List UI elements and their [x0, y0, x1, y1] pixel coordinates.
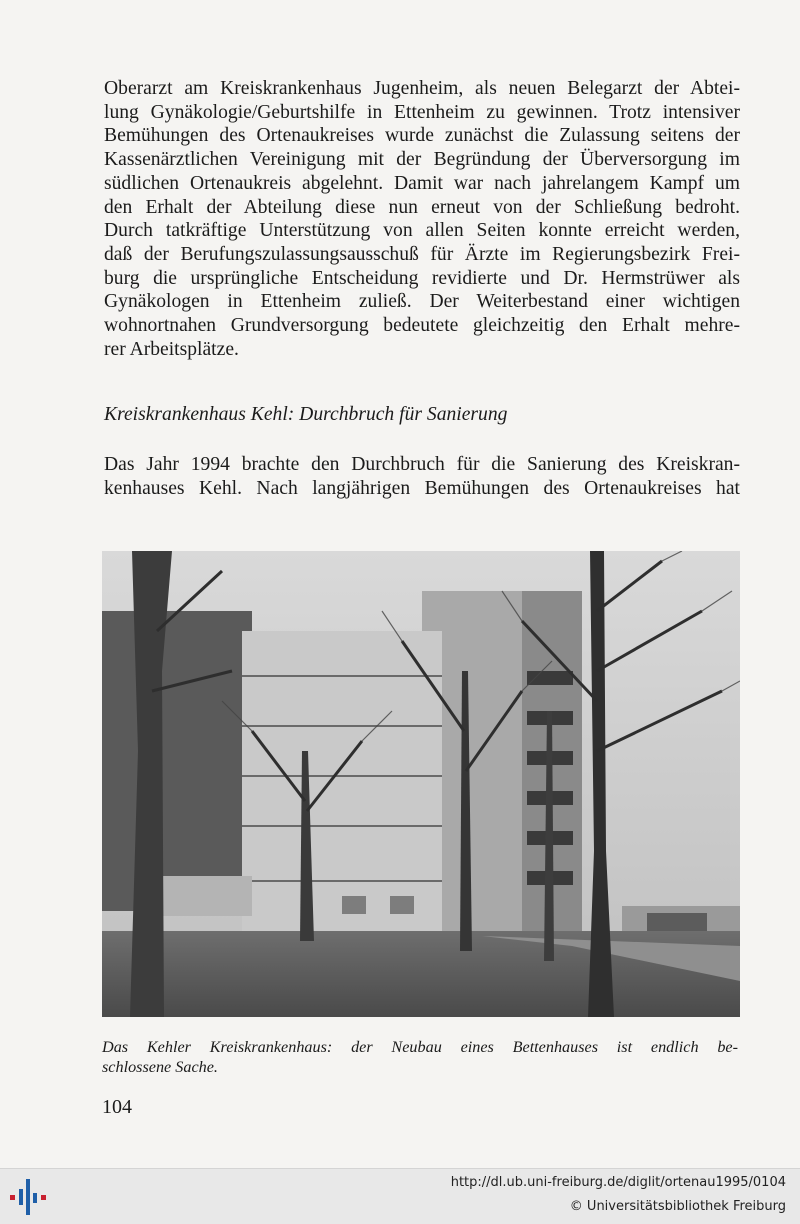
text-line: kenhauses Kehl. Nach langjährigen Bemühungen des Ortenaukreises hat	[104, 477, 740, 499]
photo-caption	[102, 1037, 738, 1077]
text-line: Durch tatkräftige Unterstützung von allen Seiten konnte erreicht werden,	[104, 220, 740, 242]
text-line: Das Jahr 1994 brachte den Durchbruch für die Sanierung des Kreiskran-	[104, 454, 740, 475]
section-heading: Kreiskrankenhaus Kehl: Durchbruch für Sanierung	[104, 404, 508, 425]
footer-copyright: © Universitätsbibliothek Freiburg	[569, 1199, 786, 1214]
page-number: 104	[102, 1096, 132, 1118]
hospital-photo	[102, 551, 740, 1017]
caption-line: schlossene Sache.	[102, 1058, 218, 1076]
text-line: Kassenärztlichen Vereinigung mit der Begründung der Überversorgung im	[104, 149, 740, 171]
text-line: Oberarzt am Kreiskrankenhaus Jugenheim, als neuen Belegarzt der Abtei-	[104, 78, 740, 99]
text-line: südlichen Ortenaukreis abgelehnt. Damit war nach jahrelangem Kampf um	[104, 172, 740, 194]
body-paragraph-2	[104, 453, 740, 500]
body-paragraph-1	[104, 77, 740, 361]
text-line: wohnortnahen Grundversorgung bedeutete gleichzeitig den Erhalt mehre-	[104, 315, 740, 337]
text-line: lung Gynäkologie/Geburtshilfe in Ettenheim zu gewinnen. Trotz intensiver	[104, 101, 740, 123]
footer-url-link[interactable]: http://dl.ub.uni-freiburg.de/diglit/ortenau1995/0104	[450, 1175, 786, 1190]
text-line: den Erhalt der Abteilung diese nun erneut von der Schließung bedroht.	[104, 196, 740, 218]
library-footer	[0, 1168, 800, 1224]
caption-line: Das Kehler Kreiskrankenhaus: der Neubau eines Bettenhauses ist endlich be-	[102, 1038, 738, 1056]
ub-freiburg-logo-icon	[6, 1177, 50, 1217]
text-line: Bemühungen des Ortenaukreises wurde zunächst die Zulassung seitens der	[104, 125, 740, 147]
text-line: daß der Berufungszulassungsausschuß für Ärzte im Regierungsbezirk Frei-	[104, 243, 740, 265]
text-line: burg die ursprüngliche Entscheidung revidierte und Dr. Hermstrüwer als	[104, 267, 740, 289]
text-line: rer Arbeitsplätze.	[104, 338, 239, 360]
text-line: Gynäkologen in Ettenheim zuließ. Der Weiterbestand einer wichtigen	[104, 291, 740, 313]
